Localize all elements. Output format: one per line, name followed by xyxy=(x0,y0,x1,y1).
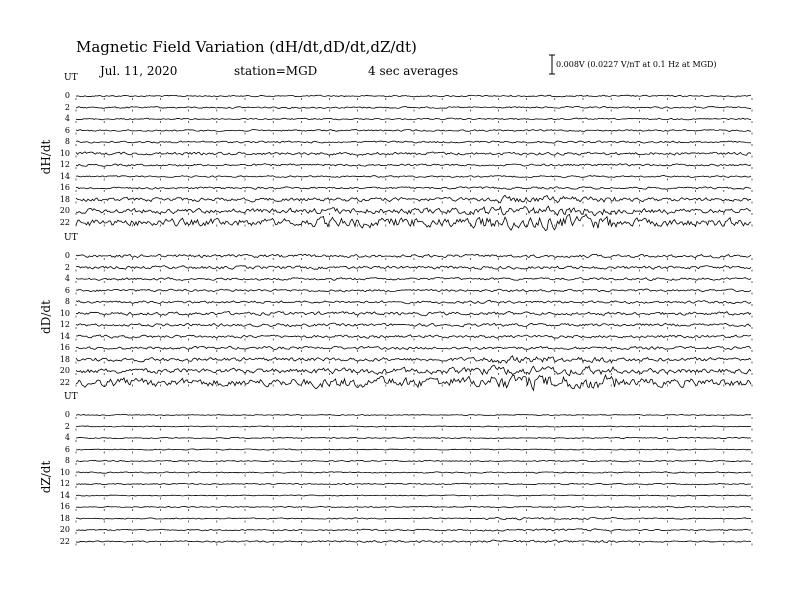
trace-line xyxy=(76,366,751,376)
trace-line xyxy=(76,206,751,216)
trace-row xyxy=(76,437,752,442)
row-hour-label: 8 xyxy=(64,456,70,465)
trace-line xyxy=(76,495,751,496)
row-hour-label: 8 xyxy=(64,137,70,146)
row-hour-label: 0 xyxy=(64,251,70,260)
trace-line xyxy=(76,187,751,190)
row-hour-label: 8 xyxy=(64,297,70,306)
trace-row xyxy=(76,335,752,341)
row-hour-label: 6 xyxy=(64,444,70,454)
trace-row xyxy=(76,517,752,522)
trace-line xyxy=(76,460,751,462)
trace-line xyxy=(76,517,751,520)
row-hour-label: 16 xyxy=(59,502,70,511)
row-hour-label: 0 xyxy=(64,91,70,100)
trace-line xyxy=(76,175,751,177)
row-hour-label: 20 xyxy=(59,366,70,375)
row-hour-label: 22 xyxy=(59,377,70,387)
trace-line xyxy=(76,375,751,390)
trace-row xyxy=(76,206,752,216)
trace-row xyxy=(76,187,752,192)
ut-label: UT xyxy=(64,392,78,402)
trace-row xyxy=(76,460,752,465)
trace-line xyxy=(76,437,751,438)
ut-label: UT xyxy=(64,73,78,83)
trace-row xyxy=(76,449,752,454)
row-hour-label: 18 xyxy=(59,194,70,204)
row-hour-label: 14 xyxy=(59,171,70,181)
trace-row xyxy=(76,141,752,146)
trace-line xyxy=(76,356,751,363)
trace-line xyxy=(76,95,751,97)
trace-row xyxy=(76,506,752,511)
trace-row xyxy=(76,175,752,180)
panel-ylabel: dH/dt xyxy=(39,139,53,175)
trace-row xyxy=(76,529,752,534)
trace-line xyxy=(76,540,751,543)
trace-line xyxy=(76,152,751,155)
trace-row xyxy=(76,472,752,477)
row-hour-label: 12 xyxy=(59,160,70,169)
row-hour-label: 0 xyxy=(64,410,70,419)
trace-row xyxy=(76,214,752,230)
row-hour-label: 22 xyxy=(59,217,70,227)
row-hour-label: 20 xyxy=(59,525,70,534)
trace-row xyxy=(76,346,752,352)
row-hour-label: 6 xyxy=(64,285,70,295)
trace-line xyxy=(76,277,751,280)
row-hour-label: 16 xyxy=(59,343,70,352)
trace-row xyxy=(76,164,752,169)
trace-row xyxy=(76,495,752,500)
trace-row xyxy=(76,483,752,488)
trace-line xyxy=(76,335,751,338)
trace-line xyxy=(76,506,751,507)
row-hour-label: 18 xyxy=(59,354,70,364)
scale-bar-label: 0.008V (0.0227 V/nT at 0.1 Hz at MGD) xyxy=(556,60,717,69)
trace-row xyxy=(76,323,752,329)
trace-line xyxy=(76,529,751,531)
row-hour-label: 20 xyxy=(59,206,70,215)
trace-row xyxy=(76,130,752,135)
trace-row xyxy=(76,277,752,283)
trace-row xyxy=(76,414,752,419)
trace-row xyxy=(76,311,752,317)
trace-line xyxy=(76,426,751,427)
trace-line xyxy=(76,483,751,485)
row-hour-label: 6 xyxy=(64,125,70,135)
row-hour-label: 12 xyxy=(59,320,70,329)
trace-line xyxy=(76,472,751,474)
trace-row xyxy=(76,95,752,100)
trace-row xyxy=(76,300,752,306)
row-hour-label: 2 xyxy=(64,102,70,112)
row-hour-label: 14 xyxy=(59,331,70,341)
row-hour-label: 16 xyxy=(59,183,70,192)
trace-row xyxy=(76,266,752,272)
row-hour-label: 2 xyxy=(64,421,70,431)
trace-row xyxy=(76,366,752,376)
trace-row xyxy=(76,152,752,158)
trace-line xyxy=(76,300,751,303)
trace-line xyxy=(76,254,751,258)
panel-ylabel: dZ/dt xyxy=(39,460,53,494)
row-hour-label: 4 xyxy=(64,433,70,442)
ut-label: UT xyxy=(64,233,78,243)
trace-line xyxy=(76,346,751,349)
chart-title: Magnetic Field Variation (dH/dt,dD/dt,dZ/dt) xyxy=(76,38,417,56)
trace-line xyxy=(76,266,751,270)
station-label: station=MGD xyxy=(234,64,318,78)
panel-ylabel: dD/dt xyxy=(39,300,53,334)
trace-line xyxy=(76,164,751,167)
trace-row xyxy=(76,118,752,123)
trace-line xyxy=(76,289,751,292)
averaging-label: 4 sec averages xyxy=(368,64,459,78)
trace-row xyxy=(76,426,752,431)
trace-row xyxy=(76,289,752,295)
row-hour-label: 12 xyxy=(59,479,70,488)
trace-line xyxy=(76,130,751,132)
row-hour-label: 22 xyxy=(59,536,70,546)
trace-line xyxy=(76,195,751,202)
row-hour-label: 10 xyxy=(59,467,70,477)
trace-line xyxy=(76,449,751,450)
row-hour-label: 2 xyxy=(64,262,70,272)
scale-bar xyxy=(549,55,555,74)
trace-line xyxy=(76,311,751,315)
row-hour-label: 10 xyxy=(59,308,70,318)
trace-row xyxy=(76,106,752,111)
trace-row xyxy=(76,356,752,364)
trace-line xyxy=(76,106,751,108)
row-hour-label: 10 xyxy=(59,148,70,158)
row-hour-label: 4 xyxy=(64,114,70,123)
trace-row xyxy=(76,540,752,546)
trace-line xyxy=(76,214,751,230)
trace-row xyxy=(76,195,752,203)
row-hour-label: 18 xyxy=(59,513,70,523)
trace-line xyxy=(76,414,751,415)
row-hour-label: 14 xyxy=(59,490,70,500)
trace-row xyxy=(76,254,752,260)
trace-row xyxy=(76,375,752,390)
date-label: Jul. 11, 2020 xyxy=(100,64,178,78)
trace-line xyxy=(76,323,751,327)
row-hour-label: 4 xyxy=(64,274,70,283)
trace-line xyxy=(76,141,751,143)
trace-line xyxy=(76,118,751,120)
